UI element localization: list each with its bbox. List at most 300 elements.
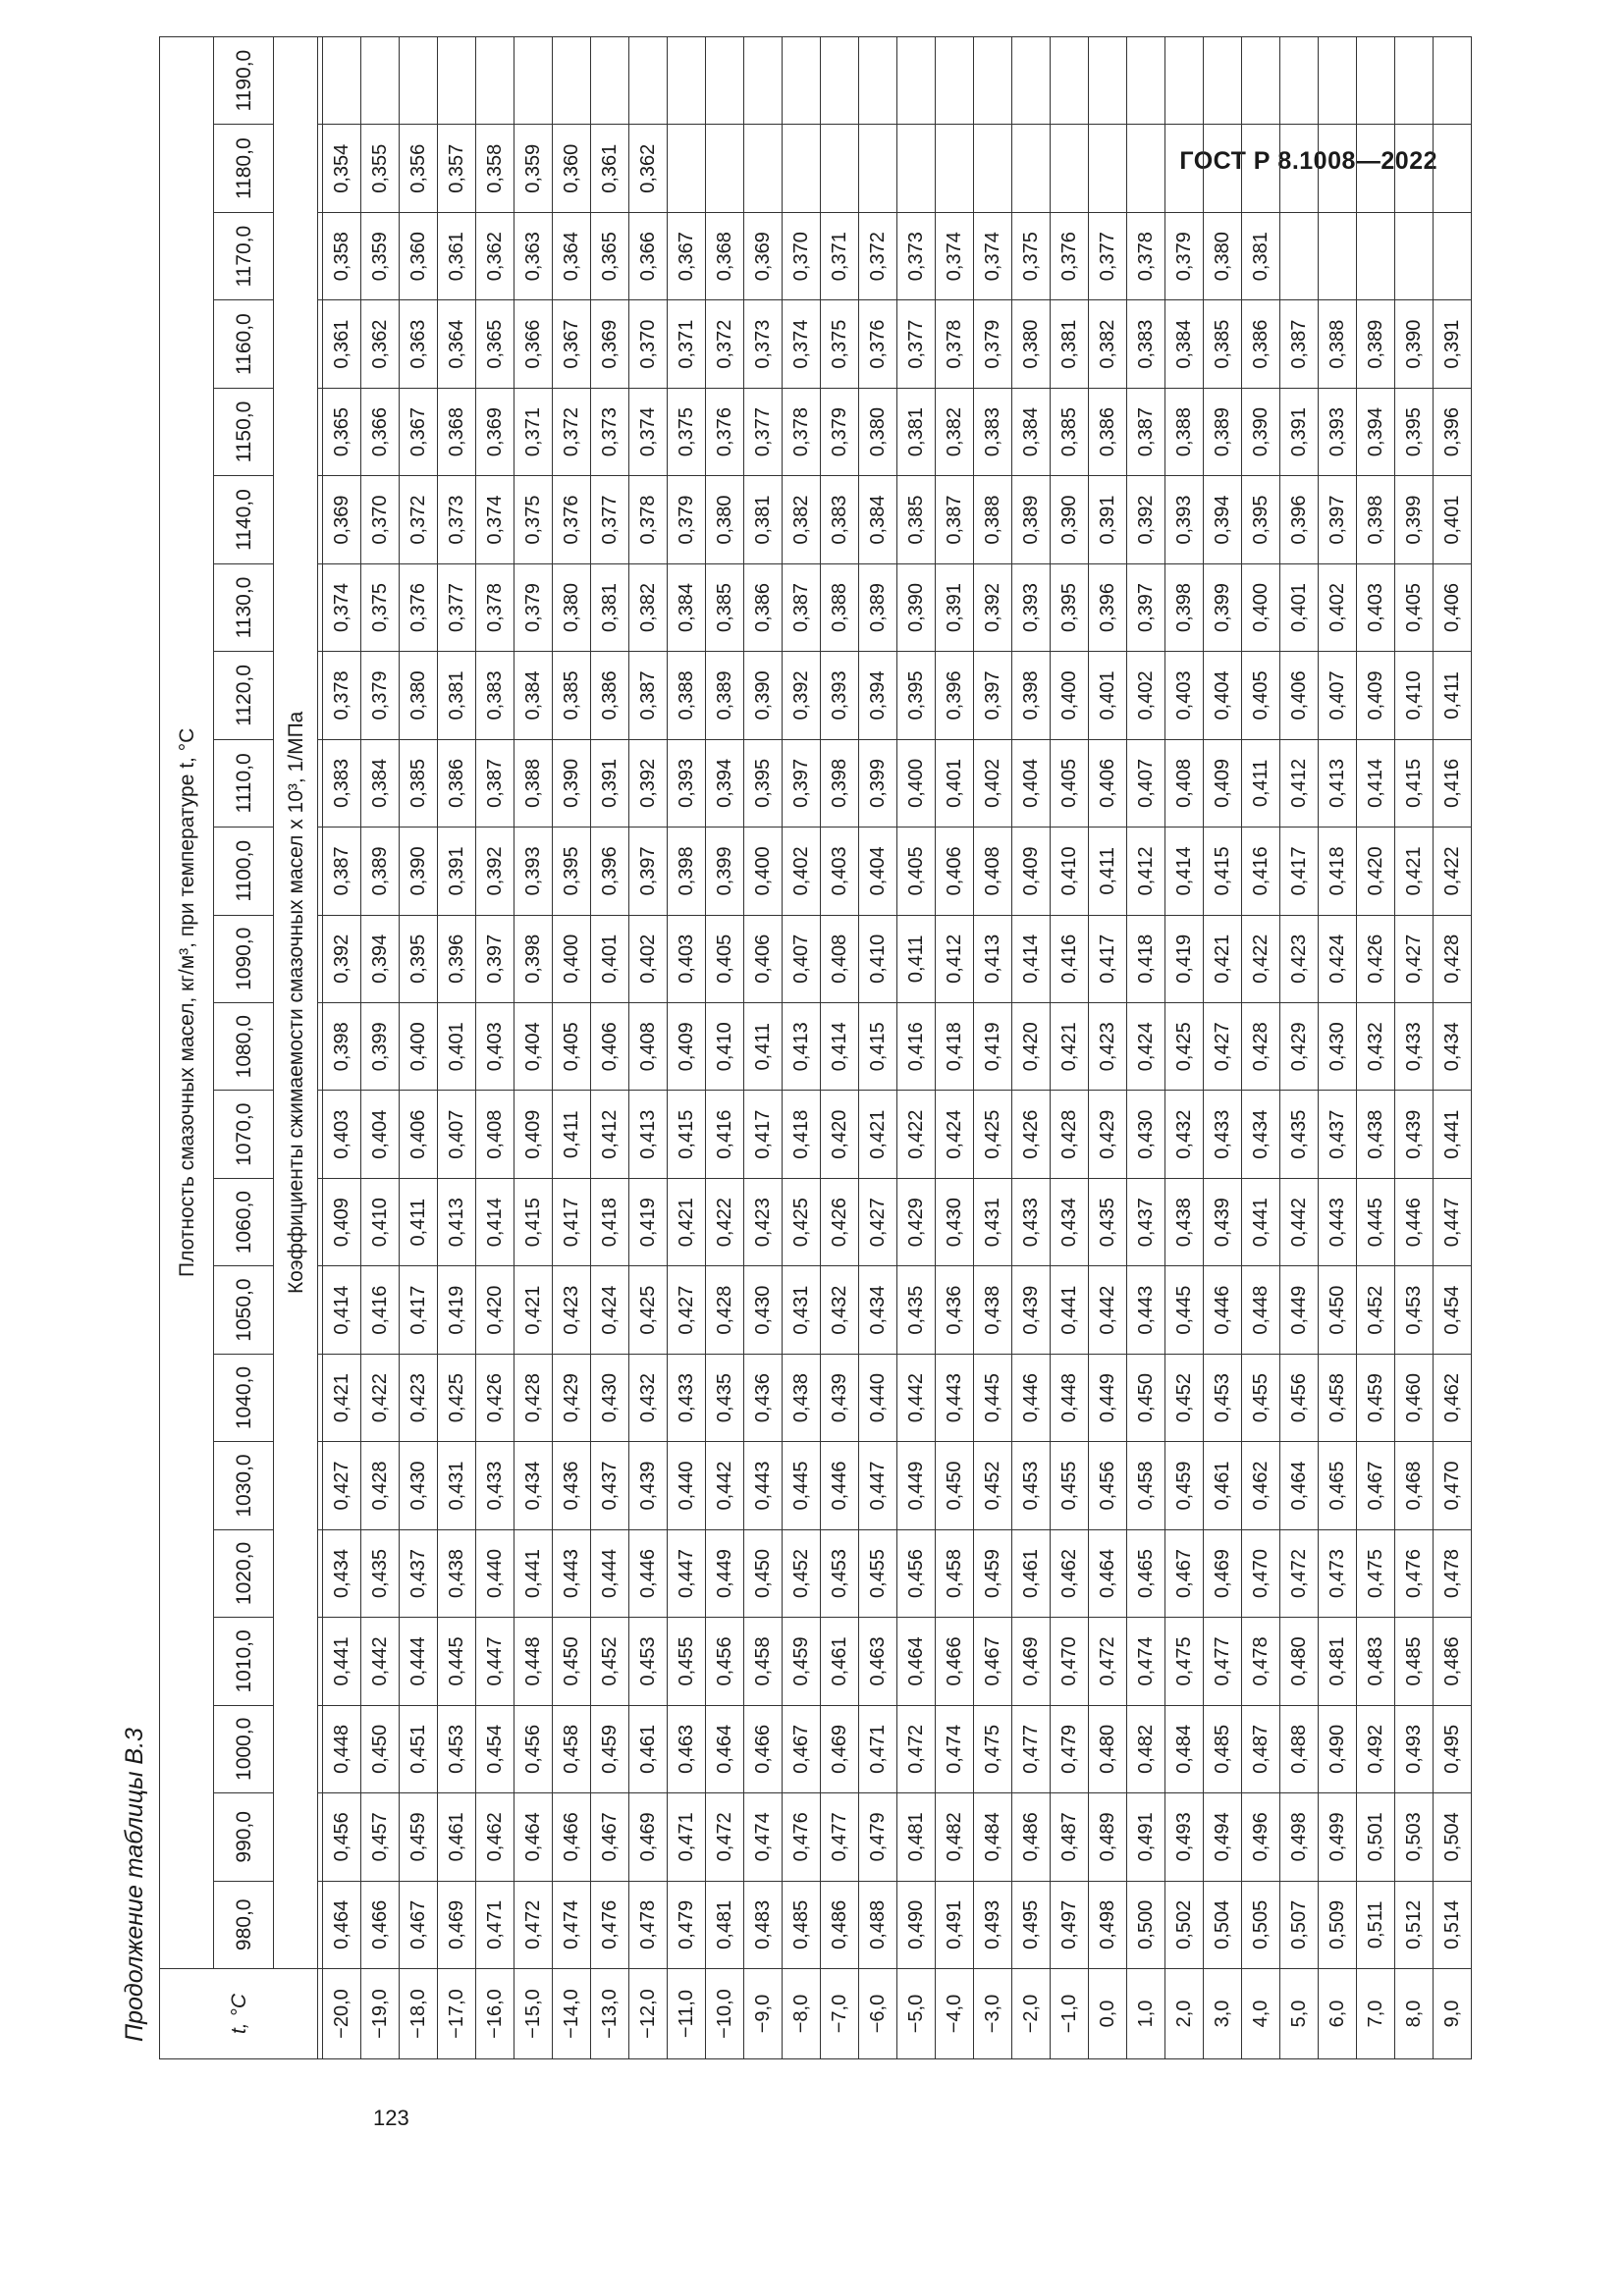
coefficient-cell: 0,422 — [706, 1178, 744, 1265]
coefficient-cell: 0,378 — [1127, 212, 1165, 299]
coefficient-cell: 0,450 — [1127, 1354, 1165, 1441]
coefficient-cell: 0,395 — [1242, 476, 1280, 563]
coefficient-cell: 0,481 — [897, 1793, 936, 1881]
coefficient-cell: 0,462 — [1051, 1529, 1089, 1617]
coefficient-cell: 0,391 — [438, 828, 476, 915]
coefficient-cell: 0,434 — [1051, 1178, 1089, 1265]
coefficient-cell: 0,370 — [783, 212, 821, 299]
coefficient-cell: 0,357 — [438, 125, 476, 212]
coefficient-cell: 0,374 — [629, 388, 668, 475]
coefficient-cell: 0,434 — [323, 1529, 361, 1617]
density-column-header: 1180,0 — [214, 125, 274, 212]
coefficient-cell: 0,374 — [783, 300, 821, 388]
coefficient-cell: 0,466 — [553, 1793, 591, 1881]
coefficient-cell: 0,474 — [936, 1705, 974, 1792]
coefficient-cell: 0,475 — [1357, 1529, 1395, 1617]
table-row — [514, 36, 553, 2058]
coefficient-cell: 0,412 — [1127, 828, 1165, 915]
coefficient-cell: 0,358 — [323, 212, 361, 299]
coefficient-cell: 0,392 — [783, 652, 821, 739]
coefficient-cell: 0,388 — [514, 739, 553, 827]
coefficient-cell: 0,425 — [629, 1266, 668, 1354]
coefficient-cell: 0,442 — [706, 1442, 744, 1529]
coefficient-cell: 0,402 — [1127, 652, 1165, 739]
coefficient-cell: 0,483 — [744, 1881, 783, 1968]
coefficient-cell: 0,388 — [668, 652, 706, 739]
coefficient-cell: 0,418 — [783, 1091, 821, 1178]
coefficient-cell: 0,389 — [361, 828, 400, 915]
temperature-cell: −11,0 — [668, 1969, 706, 2059]
coefficient-cell: 0,423 — [1089, 1003, 1127, 1091]
coefficient-cell: 0,413 — [974, 915, 1012, 1002]
coefficient-cell: 0,411 — [553, 1091, 591, 1178]
coefficient-cell: 0,435 — [361, 1529, 400, 1617]
coefficient-cell: 0,426 — [1012, 1091, 1051, 1178]
coefficient-cell: 0,502 — [1165, 1881, 1204, 1968]
coefficient-cell: 0,430 — [936, 1178, 974, 1265]
coefficient-cell: 0,367 — [553, 300, 591, 388]
coefficient-cell: 0,453 — [438, 1705, 476, 1792]
coefficient-cell: 0,397 — [1127, 563, 1165, 651]
coefficient-cell: 0,417 — [553, 1178, 591, 1265]
coefficient-cell: 0,461 — [438, 1793, 476, 1881]
coefficient-cell: 0,398 — [668, 828, 706, 915]
coefficient-cell: 0,447 — [668, 1529, 706, 1617]
coefficient-cell: 0,464 — [323, 1881, 361, 1968]
coefficient-cell: 0,485 — [783, 1881, 821, 1968]
coefficient-cell: 0,400 — [400, 1003, 438, 1091]
coefficient-cell: 0,395 — [400, 915, 438, 1002]
density-column-header: 1020,0 — [214, 1529, 274, 1617]
density-header: Плотность смазочных масел, кг/м³, при температуре t, °C — [160, 36, 214, 1968]
coefficient-cell: 0,450 — [744, 1529, 783, 1617]
coefficient-cell: 0,360 — [400, 212, 438, 299]
coefficient-cell: 0,391 — [936, 563, 974, 651]
coefficient-cell: 0,406 — [936, 828, 974, 915]
coefficient-cell: 0,491 — [936, 1881, 974, 1968]
coefficient-cell: 0,401 — [1434, 476, 1472, 563]
table-row — [1357, 36, 1395, 2058]
coefficient-cell: 0,383 — [323, 739, 361, 827]
coefficient-cell: 0,412 — [1280, 739, 1319, 827]
coefficient-cell: 0,425 — [783, 1178, 821, 1265]
coefficient-cell: 0,390 — [744, 652, 783, 739]
coefficient-cell: 0,384 — [1012, 388, 1051, 475]
coefficient-cell — [974, 125, 1012, 212]
coefficient-cell: 0,440 — [668, 1442, 706, 1529]
coefficient-cell: 0,478 — [1242, 1618, 1280, 1705]
coefficient-cell: 0,439 — [1012, 1266, 1051, 1354]
temperature-cell: −10,0 — [706, 1969, 744, 2059]
coefficient-cell — [859, 36, 897, 125]
coefficient-cell: 0,395 — [553, 828, 591, 915]
coefficient-cell: 0,376 — [400, 563, 438, 651]
coefficient-cell: 0,436 — [936, 1266, 974, 1354]
coefficient-cell: 0,389 — [706, 652, 744, 739]
coefficient-cell: 0,399 — [859, 739, 897, 827]
coefficient-cell: 0,438 — [438, 1529, 476, 1617]
coefficient-cell: 0,406 — [400, 1091, 438, 1178]
density-column-header: 1010,0 — [214, 1618, 274, 1705]
coefficient-cell: 0,403 — [323, 1091, 361, 1178]
coefficient-cell: 0,430 — [1127, 1091, 1165, 1178]
table-row — [1051, 36, 1089, 2058]
coefficient-cell: 0,380 — [1012, 300, 1051, 388]
coefficient-cell: 0,395 — [1051, 563, 1089, 651]
coefficient-cell: 0,438 — [783, 1354, 821, 1441]
coefficient-cell: 0,428 — [1242, 1003, 1280, 1091]
coefficient-cell: 0,429 — [1089, 1091, 1127, 1178]
coefficient-cell: 0,466 — [744, 1705, 783, 1792]
coefficient-cell: 0,487 — [1242, 1705, 1280, 1792]
coefficient-cell: 0,455 — [859, 1529, 897, 1617]
coefficient-cell: 0,427 — [1395, 915, 1434, 1002]
coefficient-cell: 0,453 — [1204, 1354, 1242, 1441]
coefficient-cell: 0,415 — [1204, 828, 1242, 915]
coefficient-cell: 0,369 — [591, 300, 629, 388]
coefficient-cell: 0,375 — [668, 388, 706, 475]
table-row — [361, 36, 400, 2058]
coefficient-cell: 0,400 — [553, 915, 591, 1002]
temperature-cell: −19,0 — [361, 1969, 400, 2059]
coefficient-cell: 0,473 — [1319, 1529, 1357, 1617]
coefficient-cell: 0,461 — [1012, 1529, 1051, 1617]
coefficient-cell — [1319, 125, 1357, 212]
coefficient-cell: 0,417 — [1280, 828, 1319, 915]
coefficient-cell: 0,453 — [1395, 1266, 1434, 1354]
density-column-header: 1070,0 — [214, 1091, 274, 1178]
coefficient-cell: 0,478 — [629, 1881, 668, 1968]
coefficient-cell: 0,472 — [1089, 1618, 1127, 1705]
coefficient-cell: 0,407 — [438, 1091, 476, 1178]
temperature-cell: −1,0 — [1051, 1969, 1089, 2059]
coefficient-cell: 0,421 — [1051, 1003, 1089, 1091]
coefficient-cell: 0,459 — [1357, 1354, 1395, 1441]
coefficient-cell: 0,379 — [1165, 212, 1204, 299]
coefficient-cell: 0,445 — [1357, 1178, 1395, 1265]
coefficient-cell: 0,487 — [1051, 1793, 1089, 1881]
coefficient-cell: 0,446 — [821, 1442, 859, 1529]
coefficient-cell: 0,439 — [1395, 1091, 1434, 1178]
coefficient-cell: 0,365 — [591, 212, 629, 299]
coefficient-cell — [936, 125, 974, 212]
coefficient-cell: 0,381 — [1242, 212, 1280, 299]
coefficient-cell: 0,361 — [323, 300, 361, 388]
density-column-header: 1030,0 — [214, 1442, 274, 1529]
coefficient-cell: 0,408 — [821, 915, 859, 1002]
table-row — [1204, 36, 1242, 2058]
coefficient-cell: 0,505 — [1242, 1881, 1280, 1968]
density-column-header: 1170,0 — [214, 212, 274, 299]
coefficient-cell: 0,485 — [1395, 1618, 1434, 1705]
coefficient-cell: 0,467 — [1165, 1529, 1204, 1617]
coefficient-cell: 0,429 — [897, 1178, 936, 1265]
coefficient-cell: 0,415 — [1395, 739, 1434, 827]
coefficient-cell: 0,449 — [1089, 1354, 1127, 1441]
coefficient-cell: 0,416 — [1242, 828, 1280, 915]
coefficient-cell: 0,362 — [361, 300, 400, 388]
coefficient-cell: 0,430 — [591, 1354, 629, 1441]
coefficient-cell: 0,497 — [1051, 1881, 1089, 1968]
coefficient-cell: 0,465 — [1127, 1529, 1165, 1617]
coefficient-cell: 0,398 — [821, 739, 859, 827]
coefficient-cell: 0,428 — [361, 1442, 400, 1529]
table-row — [1165, 36, 1204, 2058]
coefficient-cell: 0,455 — [1051, 1442, 1089, 1529]
coefficient-cell: 0,448 — [514, 1618, 553, 1705]
coefficient-cell: 0,394 — [1357, 388, 1395, 475]
coefficient-cell: 0,482 — [1127, 1705, 1165, 1792]
coefficient-cell: 0,378 — [323, 652, 361, 739]
coefficient-cell: 0,433 — [1204, 1091, 1242, 1178]
coefficient-cell: 0,394 — [1204, 476, 1242, 563]
coefficient-cell: 0,407 — [1127, 739, 1165, 827]
coefficient-cell: 0,389 — [859, 563, 897, 651]
coefficient-cell: 0,392 — [1127, 476, 1165, 563]
coefficient-cell: 0,375 — [1012, 212, 1051, 299]
coefficient-cell: 0,396 — [1280, 476, 1319, 563]
coefficient-cell — [1280, 212, 1319, 299]
coefficient-cell: 0,464 — [706, 1705, 744, 1792]
coefficient-cell: 0,435 — [706, 1354, 744, 1441]
coefficient-cell: 0,363 — [400, 300, 438, 388]
compressibility-table — [159, 36, 1472, 2059]
coefficient-cell — [1395, 125, 1434, 212]
coefficient-cell: 0,417 — [1089, 915, 1127, 1002]
coefficient-cell: 0,396 — [936, 652, 974, 739]
coefficient-cell: 0,401 — [1280, 563, 1319, 651]
coefficient-cell: 0,435 — [1280, 1091, 1319, 1178]
temperature-cell: −5,0 — [897, 1969, 936, 2059]
coefficient-cell: 0,452 — [783, 1529, 821, 1617]
coefficient-cell — [1089, 36, 1127, 125]
coefficient-cell: 0,406 — [1434, 563, 1472, 651]
coefficient-cell: 0,445 — [438, 1618, 476, 1705]
temperature-cell: −12,0 — [629, 1969, 668, 2059]
temperature-cell: 8,0 — [1395, 1969, 1434, 2059]
coefficient-cell: 0,498 — [1089, 1881, 1127, 1968]
coefficient-cell: 0,409 — [1204, 739, 1242, 827]
coefficient-cell: 0,503 — [1395, 1793, 1434, 1881]
coefficient-cell: 0,380 — [400, 652, 438, 739]
coefficient-cell: 0,397 — [783, 739, 821, 827]
coefficient-cell: 0,380 — [859, 388, 897, 475]
coefficient-cell: 0,384 — [514, 652, 553, 739]
coefficient-cell: 0,424 — [1319, 915, 1357, 1002]
coefficient-cell: 0,385 — [897, 476, 936, 563]
coefficient-cell: 0,388 — [1319, 300, 1357, 388]
coefficient-cell: 0,421 — [1395, 828, 1434, 915]
coefficient-cell: 0,443 — [936, 1354, 974, 1441]
coefficient-cell: 0,488 — [1280, 1705, 1319, 1792]
coefficient-cell — [1012, 125, 1051, 212]
coefficient-cell: 0,391 — [1280, 388, 1319, 475]
coefficient-cell — [1089, 125, 1127, 212]
coefficient-cell: 0,399 — [706, 828, 744, 915]
coefficient-cell — [1204, 36, 1242, 125]
coefficient-cell: 0,393 — [1165, 476, 1204, 563]
table-row — [936, 36, 974, 2058]
table-row — [400, 36, 438, 2058]
coefficient-cell: 0,469 — [629, 1793, 668, 1881]
coefficient-cell: 0,435 — [897, 1266, 936, 1354]
coefficient-cell: 0,385 — [400, 739, 438, 827]
coefficient-cell: 0,355 — [361, 125, 400, 212]
coefficient-cell: 0,443 — [744, 1442, 783, 1529]
coefficient-cell: 0,373 — [591, 388, 629, 475]
density-column-header: 1190,0 — [214, 36, 274, 125]
coefficient-cell: 0,417 — [400, 1266, 438, 1354]
coefficient-cell: 0,423 — [553, 1266, 591, 1354]
coefficient-cell — [400, 36, 438, 125]
coefficient-cell: 0,458 — [936, 1529, 974, 1617]
coefficient-cell: 0,383 — [1127, 300, 1165, 388]
coefficient-cell: 0,362 — [476, 212, 514, 299]
coefficient-cell — [1434, 125, 1472, 212]
coefficient-cell: 0,458 — [553, 1705, 591, 1792]
document-code: ГОСТ Р 8.1008—2022 — [1179, 147, 1437, 175]
coefficient-cell: 0,475 — [1165, 1618, 1204, 1705]
coefficient-cell: 0,449 — [897, 1442, 936, 1529]
temperature-cell: 4,0 — [1242, 1969, 1280, 2059]
coefficient-cell: 0,470 — [1242, 1529, 1280, 1617]
table-row — [476, 36, 514, 2058]
coefficient-cell: 0,464 — [514, 1793, 553, 1881]
coefficient-cell: 0,410 — [1051, 828, 1089, 915]
coefficient-cell: 0,387 — [1127, 388, 1165, 475]
coefficient-cell: 0,381 — [591, 563, 629, 651]
coefficient-cell: 0,420 — [821, 1091, 859, 1178]
coefficient-cell: 0,390 — [897, 563, 936, 651]
coefficient-cell: 0,470 — [1434, 1442, 1472, 1529]
coefficient-cell: 0,390 — [400, 828, 438, 915]
coefficient-cell: 0,408 — [1165, 739, 1204, 827]
coefficient-cell — [1319, 212, 1357, 299]
temperature-cell: 6,0 — [1319, 1969, 1357, 2059]
coefficient-cell: 0,430 — [1319, 1003, 1357, 1091]
coefficient-cell: 0,428 — [514, 1354, 553, 1441]
table-row — [1127, 36, 1165, 2058]
coefficient-cell: 0,471 — [859, 1705, 897, 1792]
coefficient-cell: 0,403 — [476, 1003, 514, 1091]
coefficient-cell: 0,416 — [361, 1266, 400, 1354]
coefficient-cell: 0,427 — [859, 1178, 897, 1265]
coefficient-cell: 0,420 — [1012, 1003, 1051, 1091]
coefficient-cell: 0,457 — [361, 1793, 400, 1881]
coefficient-cell: 0,462 — [1434, 1354, 1472, 1441]
coefficient-cell: 0,455 — [668, 1618, 706, 1705]
coefficient-cell: 0,447 — [859, 1442, 897, 1529]
coefficient-cell: 0,472 — [1280, 1529, 1319, 1617]
coefficient-cell: 0,391 — [1434, 300, 1472, 388]
temperature-cell: 9,0 — [1434, 1969, 1472, 2059]
coefficient-cell: 0,446 — [1395, 1178, 1434, 1265]
coefficient-cell: 0,396 — [1089, 563, 1127, 651]
coefficient-cell: 0,405 — [1242, 652, 1280, 739]
coefficient-cell: 0,474 — [553, 1881, 591, 1968]
coefficient-cell: 0,419 — [1165, 915, 1204, 1002]
coefficient-cell: 0,450 — [553, 1618, 591, 1705]
coefficient-cell: 0,484 — [974, 1793, 1012, 1881]
coefficient-cell: 0,406 — [1089, 739, 1127, 827]
coefficient-cell: 0,387 — [476, 739, 514, 827]
coefficient-cell — [821, 125, 859, 212]
table-row — [859, 36, 897, 2058]
coefficient-cell: 0,461 — [1204, 1442, 1242, 1529]
coefficient-cell: 0,373 — [744, 300, 783, 388]
coefficient-cell: 0,408 — [974, 828, 1012, 915]
coefficient-cell: 0,441 — [1051, 1266, 1089, 1354]
coefficient-cell: 0,395 — [897, 652, 936, 739]
coefficient-cell: 0,413 — [783, 1003, 821, 1091]
coefficient-cell — [1012, 36, 1051, 125]
coefficient-cell: 0,448 — [323, 1705, 361, 1792]
coefficient-cell: 0,414 — [323, 1266, 361, 1354]
coefficient-cell: 0,363 — [514, 212, 553, 299]
coefficient-cell: 0,392 — [476, 828, 514, 915]
coefficient-cell: 0,358 — [476, 125, 514, 212]
coefficient-cell: 0,466 — [361, 1881, 400, 1968]
coefficient-cell: 0,393 — [1012, 563, 1051, 651]
coefficient-cell: 0,448 — [1242, 1266, 1280, 1354]
coefficient-cell: 0,440 — [476, 1529, 514, 1617]
temperature-cell: −18,0 — [400, 1969, 438, 2059]
coefficient-cell: 0,376 — [1051, 212, 1089, 299]
coefficient-cell: 0,411 — [744, 1003, 783, 1091]
table-row — [1242, 36, 1280, 2058]
coefficient-cell: 0,381 — [1051, 300, 1089, 388]
coefficient-cell: 0,413 — [438, 1178, 476, 1265]
coefficient-cell: 0,390 — [1051, 476, 1089, 563]
coefficient-cell: 0,467 — [591, 1793, 629, 1881]
coefficient-cell: 0,369 — [476, 388, 514, 475]
coefficient-cell: 0,405 — [553, 1003, 591, 1091]
coefficient-cell: 0,394 — [361, 915, 400, 1002]
coefficient-cell: 0,427 — [323, 1442, 361, 1529]
coefficient-cell: 0,430 — [744, 1266, 783, 1354]
coefficient-cell: 0,408 — [476, 1091, 514, 1178]
coefficient-cell: 0,419 — [438, 1266, 476, 1354]
coefficient-cell: 0,379 — [514, 563, 553, 651]
table-row — [1089, 36, 1127, 2058]
density-column-header: 1050,0 — [214, 1266, 274, 1354]
density-column-header: 980,0 — [214, 1881, 274, 1968]
coefficient-cell: 0,359 — [361, 212, 400, 299]
coefficient-cell: 0,397 — [1319, 476, 1357, 563]
coefficient-cell: 0,374 — [936, 212, 974, 299]
coefficient-cell: 0,500 — [1127, 1881, 1165, 1968]
coefficient-cell: 0,366 — [629, 212, 668, 299]
coefficient-cell: 0,451 — [400, 1705, 438, 1792]
coefficient-cell: 0,368 — [706, 212, 744, 299]
coefficient-cell — [897, 36, 936, 125]
coefficient-cell: 0,391 — [591, 739, 629, 827]
coefficient-cell: 0,467 — [783, 1705, 821, 1792]
coefficient-cell: 0,461 — [629, 1705, 668, 1792]
coefficient-cell: 0,461 — [821, 1618, 859, 1705]
coefficient-cell: 0,403 — [1165, 652, 1204, 739]
coefficient-cell: 0,380 — [706, 476, 744, 563]
coefficient-cell: 0,378 — [476, 563, 514, 651]
coefficient-cell: 0,382 — [1089, 300, 1127, 388]
coefficient-cell: 0,354 — [323, 125, 361, 212]
coefficient-cell: 0,409 — [514, 1091, 553, 1178]
coefficient-cell: 0,397 — [476, 915, 514, 1002]
temperature-cell: 3,0 — [1204, 1969, 1242, 2059]
coefficient-cell: 0,400 — [1242, 563, 1280, 651]
coefficient-cell: 0,426 — [1357, 915, 1395, 1002]
coefficient-cell: 0,417 — [744, 1091, 783, 1178]
